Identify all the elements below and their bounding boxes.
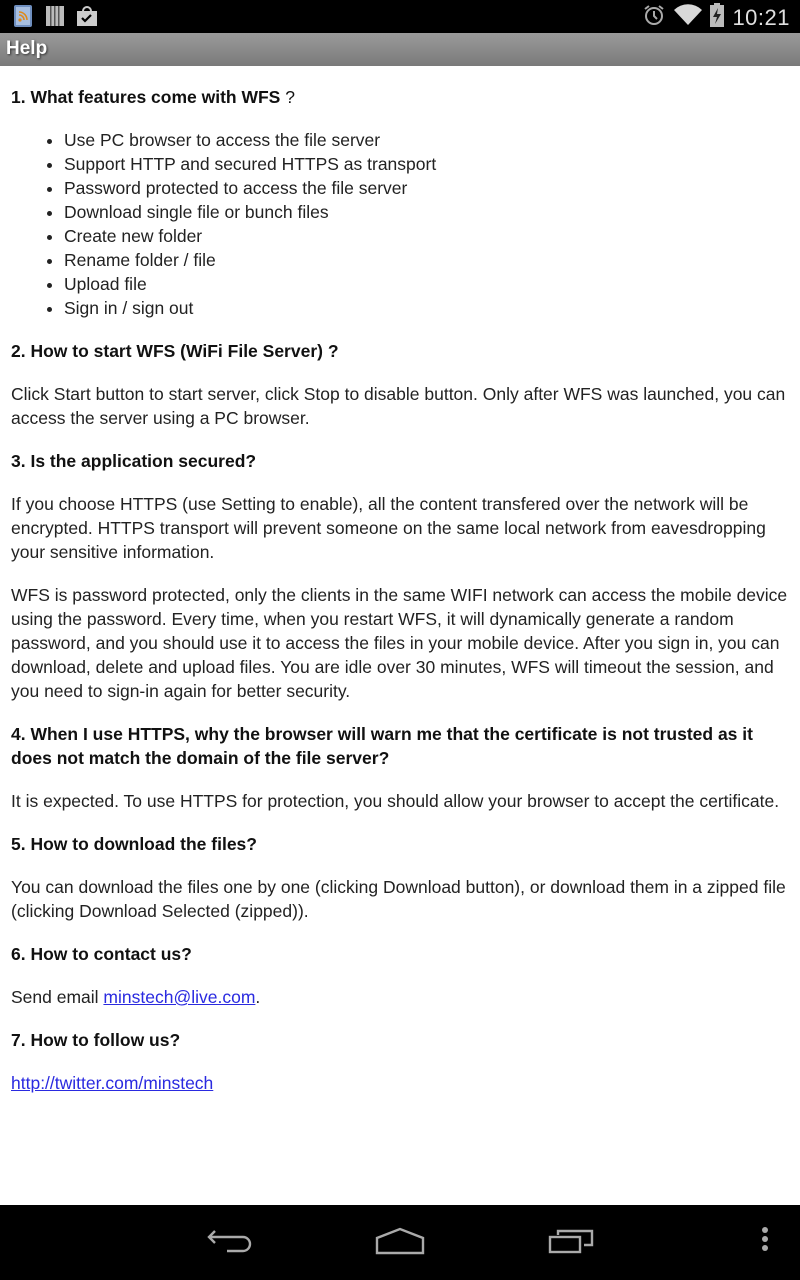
battery-charging-icon [710, 3, 724, 32]
page-title: Help [6, 38, 48, 59]
barcode-icon [46, 6, 64, 31]
section-7-text [11, 1071, 789, 1095]
features-list [11, 128, 789, 320]
section-1-heading: 1. What features come with WFS ? [11, 87, 295, 107]
help-content[interactable] [0, 66, 800, 1205]
rss-reader-icon [12, 4, 34, 33]
section-5-heading: 5. How to download the files? [11, 834, 257, 854]
section-2-text: Click Start button to start server, click Stop to disable button. Only after WFS was launched, you can access the server using a PC browser. [11, 384, 786, 428]
section-3-heading: 3. Is the application secured? [11, 451, 257, 471]
titlebar [0, 33, 800, 66]
section-4-text: It is expected. To use HTTPS for protection, you should allow your browser to accept the certificate. [11, 791, 780, 811]
section-6-text: Send email minstech@live.com. [11, 987, 261, 1007]
status-bar [0, 0, 800, 33]
home-button[interactable] [374, 1225, 426, 1260]
list-item: • Sign in / sign out [64, 296, 789, 320]
section-2-heading: 2. How to start WFS (WiFi File Server) ? [11, 341, 339, 361]
section-7-heading: 7. How to follow us? [11, 1030, 181, 1050]
navigation-bar [0, 1205, 800, 1280]
back-button[interactable] [205, 1225, 255, 1260]
section-4-heading: 4. When I use HTTPS, why the browser will warn me that the certificate is not trusted as it does not match the domain of the file server? [11, 724, 753, 768]
menu-button[interactable] [758, 1225, 772, 1260]
list-item: • Upload file [64, 272, 789, 296]
list-item: • Support HTTP and secured HTTPS as transport [64, 152, 789, 176]
wifi-icon [674, 4, 702, 31]
section-3-text-2: WFS is password protected, only the clients in the same WIFI network can access the mobile device using the password. Every time, when you restart WFS, it will dynamically generate a random password, and you should use it to access the files in your mobile device. After you sign in, you can download, delete and upload files. You are idle over 30 minutes, WFS will timeout the session, and you need to sign-in again for better security. [11, 585, 788, 701]
recent-apps-button[interactable] [548, 1225, 596, 1260]
email-link[interactable]: minstech@live.com [103, 987, 256, 1007]
list-item: • Download single file or bunch files [64, 200, 789, 224]
list-item: • Create new folder [64, 224, 789, 248]
section-6-heading: 6. How to contact us? [11, 944, 192, 964]
section-3-text-1: If you choose HTTPS (use Setting to enable), all the content transfered over the network will be encrypted. HTTPS transport will prevent someone on the same local network from eavesdropping your sensitive information. [11, 494, 766, 562]
alarm-icon [642, 3, 666, 32]
shopping-bag-check-icon [76, 5, 98, 32]
list-item: • Use PC browser to access the file server [64, 128, 789, 152]
list-item: • Rename folder / file [64, 248, 789, 272]
section-5-text: You can download the files one by one (clicking Download button), or download them in a zipped file (clicking Download Selected (zipped)). [11, 877, 786, 921]
twitter-link[interactable]: http://twitter.com/minstech [11, 1073, 214, 1093]
list-item: • Password protected to access the file server [64, 176, 789, 200]
clock: 10:21 [732, 4, 790, 30]
